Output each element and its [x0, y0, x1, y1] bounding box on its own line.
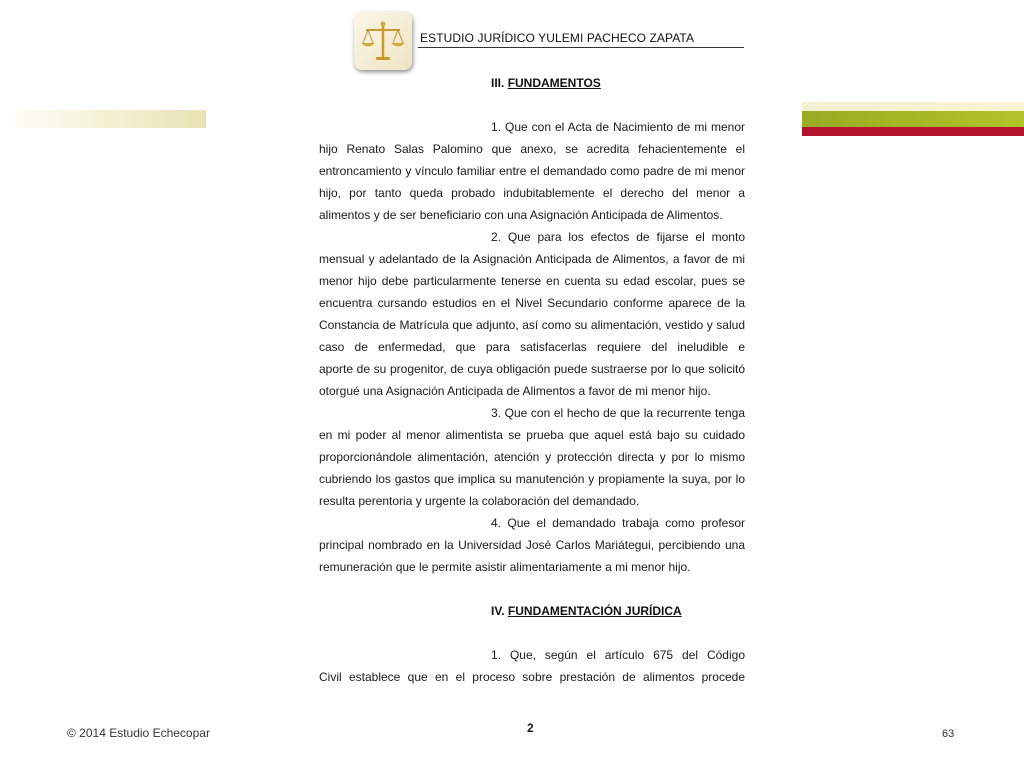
section-title: FUNDAMENTACIÓN JURÍDICA — [507, 604, 682, 618]
right-decorative-bars — [802, 102, 1024, 136]
paragraph-line: hijo Renato Salas Palomino que anexo, se acredita fehacientemente el — [319, 142, 745, 156]
section-number: III. — [491, 76, 505, 90]
paragraph-line: principal nombrado en la Universidad José Carlos Mariátegui, percibiendo una — [319, 538, 745, 552]
paragraph-line: menor hijo debe particularmente tenerse en cuenta su edad escolar, pues se — [319, 274, 745, 288]
cream-stripe — [802, 102, 1024, 111]
paragraph-line: entroncamiento y vínculo familiar entre el demandado como padre de mi menor — [319, 164, 745, 178]
paragraph-line: 4. Que el demandado trabaja como profesor — [491, 516, 745, 530]
green-stripe — [802, 111, 1024, 127]
paragraph-line: proporcionándole alimentación, atención y protección directa y por lo mismo — [319, 450, 745, 464]
paragraph-line: otorgué una Asignación Anticipada de Alimentos a favor de mi menor hijo. — [319, 384, 711, 398]
paragraph-line: 2. Que para los efectos de fijarse el monto — [491, 230, 745, 244]
paragraph-line: resulta perentoria y urgente la colaboración del demandado. — [319, 494, 640, 508]
paragraph-line: Constancia de Matrícula que adjunto, así como su alimentación, vestido y salud — [319, 318, 745, 332]
section-heading-fundamentacion-juridica — [491, 604, 682, 618]
left-decorative-bar — [0, 110, 206, 128]
paragraph-line: remuneración que le permite asistir alimentariamente a mi menor hijo. — [319, 560, 691, 574]
slide-number: 63 — [942, 728, 955, 740]
section-number: IV. — [491, 604, 505, 618]
scales-of-justice-icon — [354, 12, 412, 70]
paragraph-line: alimentos y de ser beneficiario con una Asignación Anticipada de Alimentos. — [319, 208, 723, 222]
firm-name: ESTUDIO JURÍDICO YULEMI PACHECO ZAPATA — [420, 31, 695, 45]
header-rule — [418, 47, 744, 48]
paragraph-line: hijo, por tanto queda probado indubitablemente el derecho del menor a — [319, 186, 745, 200]
paragraph-line: aporte de su progenitor, de cuya obligación puede sustraerse por lo que solicitó — [319, 362, 745, 376]
section-title: FUNDAMENTOS — [507, 76, 601, 90]
paragraph-line: mensual y adelantado de la Asignación Anticipada de Alimentos, a favor de mi — [319, 252, 745, 266]
paragraph-line: 3. Que con el hecho de que la recurrente tenga — [491, 406, 745, 420]
paragraph-line: encuentra cursando estudios en el Nivel Secundario conforme aparece de la — [319, 296, 745, 310]
document-page-number: 2 — [527, 721, 534, 735]
section-heading-fundamentos — [491, 76, 601, 90]
paragraph-line: caso de enfermedad, que para satisfacerlas requiere del ineludible e — [319, 340, 745, 354]
paragraph-line: Civil establece que en el proceso sobre prestación de alimentos procede — [319, 670, 745, 684]
paragraph-line: cubriendo los gastos que implica su manutención y propiamente la suya, por lo — [319, 472, 745, 486]
footer-copyright: © 2014 Estudio Echecopar — [67, 726, 210, 740]
red-stripe — [802, 127, 1024, 136]
paragraph-line: en mi poder al menor alimentista se prueba que aquel está bajo su cuidado — [319, 428, 745, 442]
paragraph-line: 1. Que con el Acta de Nacimiento de mi menor — [491, 120, 745, 134]
paragraph-line: 1. Que, según el artículo 675 del Código — [491, 648, 745, 662]
